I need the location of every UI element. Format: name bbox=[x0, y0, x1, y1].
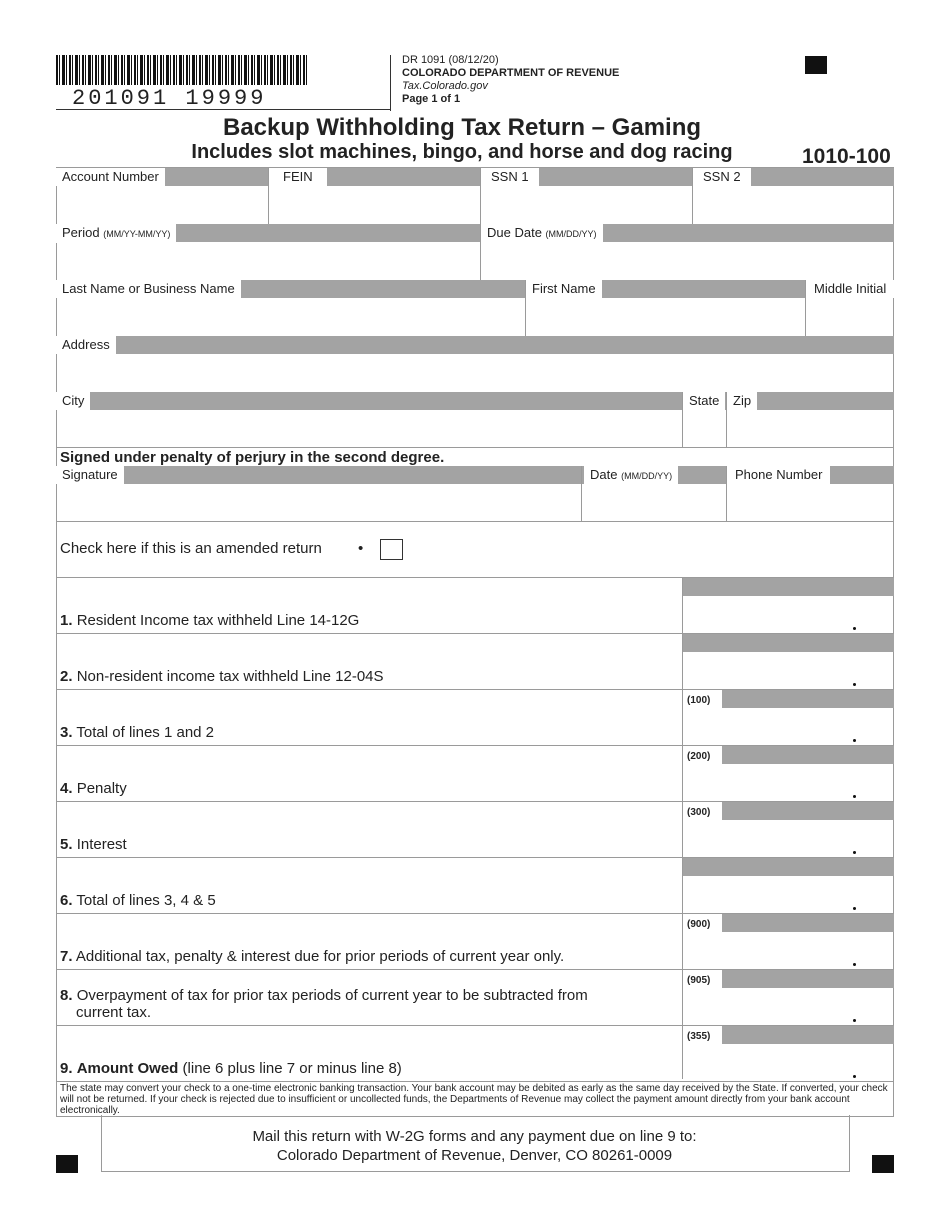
mail-address: Colorado Department of Revenue, Denver, CO 80261-0009 bbox=[276, 1147, 673, 1164]
amended-return-label: Check here if this is an amended return bbox=[60, 540, 322, 557]
signature-label: Signature bbox=[56, 466, 124, 484]
registration-mark bbox=[872, 1155, 894, 1173]
state-label: State bbox=[683, 392, 725, 410]
phone-number-label: Phone Number bbox=[727, 466, 830, 484]
decimal-point bbox=[853, 1019, 856, 1022]
line-label: 2. Non-resident income tax withheld Line 12-04S bbox=[60, 668, 384, 685]
header-info bbox=[402, 54, 619, 106]
line-label: 3. Total of lines 1 and 2 bbox=[60, 724, 215, 741]
address-label: Address bbox=[56, 336, 116, 354]
decimal-point bbox=[853, 851, 856, 854]
form-id: DR 1091 (08/12/20) bbox=[402, 54, 499, 66]
line-label: 6. Total of lines 3, 4 & 5 bbox=[60, 892, 216, 909]
line-code: (100) bbox=[687, 695, 711, 706]
line-label: 8. Overpayment of tax for prior tax periods of current year to be subtracted from current tax. bbox=[60, 987, 588, 1021]
decimal-point bbox=[853, 907, 856, 910]
account-number-label: Account Number bbox=[56, 168, 165, 186]
mail-instructions bbox=[101, 1127, 848, 1165]
page-title: Backup Withholding Tax Return – Gaming bbox=[222, 114, 702, 141]
tax-form bbox=[56, 167, 894, 1217]
barcode bbox=[56, 55, 308, 85]
form-number: 1010-100 bbox=[802, 145, 891, 168]
perjury-statement: Signed under penalty of perjury in the second degree. bbox=[60, 449, 445, 466]
amount-field[interactable] bbox=[683, 709, 893, 744]
amount-field[interactable] bbox=[683, 877, 893, 912]
decimal-point bbox=[853, 795, 856, 798]
line-label: 4. Penalty bbox=[60, 780, 127, 797]
mail-line-1: Mail this return with W-2G forms and any payment due on line 9 to: bbox=[252, 1128, 697, 1145]
header-divider bbox=[390, 55, 391, 111]
amended-checkbox[interactable] bbox=[380, 539, 403, 560]
barcode-number: 201091 19999 bbox=[72, 86, 267, 111]
disclaimer-text: The state may convert your check to a one-time electronic banking transaction. Your bank account may be debited as early as the same day received by the State. If converted, your check will not be returned. If your check is rejected due to insufficient or uncollected funds, the Departments of Revenue may collect the payment amount directly from your bank account electronically. bbox=[60, 1083, 888, 1116]
amount-field[interactable] bbox=[683, 597, 893, 632]
due-date-label: Due Date (MM/DD/YY) bbox=[481, 224, 603, 243]
ssn1-label: SSN 1 bbox=[481, 168, 539, 186]
middle-initial-label: Middle Initial bbox=[806, 280, 894, 298]
city-label: City bbox=[56, 392, 90, 410]
first-name-label: First Name bbox=[526, 280, 602, 298]
zip-label: Zip bbox=[727, 392, 757, 410]
amount-field[interactable] bbox=[683, 653, 893, 688]
last-name-label: Last Name or Business Name bbox=[56, 280, 241, 298]
website: Tax.Colorado.gov bbox=[402, 80, 488, 92]
amount-field[interactable] bbox=[683, 1045, 893, 1080]
barcode-underline bbox=[56, 109, 391, 110]
period-label: Period (MM/YY-MM/YY) bbox=[56, 224, 176, 243]
amount-field[interactable] bbox=[683, 989, 893, 1024]
line-code: (900) bbox=[687, 919, 711, 930]
ssn2-label: SSN 2 bbox=[693, 168, 751, 186]
date-label: Date (MM/DD/YY) bbox=[584, 466, 678, 485]
decimal-point bbox=[853, 739, 856, 742]
line-label: 1. Resident Income tax withheld Line 14-12G bbox=[60, 612, 360, 629]
page-subtitle: Includes slot machines, bingo, and horse and dog racing bbox=[191, 141, 733, 163]
decimal-point bbox=[853, 683, 856, 686]
fein-label: FEIN bbox=[269, 168, 327, 186]
line-label: 9. Amount Owed (line 6 plus line 7 or minus line 8) bbox=[60, 1060, 402, 1077]
bullet: • bbox=[358, 540, 364, 557]
decimal-point bbox=[853, 963, 856, 966]
page-number: Page 1 of 1 bbox=[402, 93, 461, 105]
amount-field[interactable] bbox=[683, 765, 893, 800]
amount-field[interactable] bbox=[683, 933, 893, 968]
amount-field[interactable] bbox=[683, 821, 893, 856]
department-name: COLORADO DEPARTMENT OF REVENUE bbox=[402, 67, 620, 79]
decimal-point bbox=[853, 1075, 856, 1078]
line-label: 7. Additional tax, penalty & interest due for prior periods of current year only. bbox=[60, 948, 565, 965]
line-code: (300) bbox=[687, 807, 711, 818]
registration-mark bbox=[805, 56, 827, 74]
line-code: (355) bbox=[687, 1031, 711, 1042]
decimal-point bbox=[853, 627, 856, 630]
line-label: 5. Interest bbox=[60, 836, 127, 853]
line-code: (200) bbox=[687, 751, 711, 762]
line-code: (905) bbox=[687, 975, 711, 986]
registration-mark bbox=[56, 1155, 78, 1173]
